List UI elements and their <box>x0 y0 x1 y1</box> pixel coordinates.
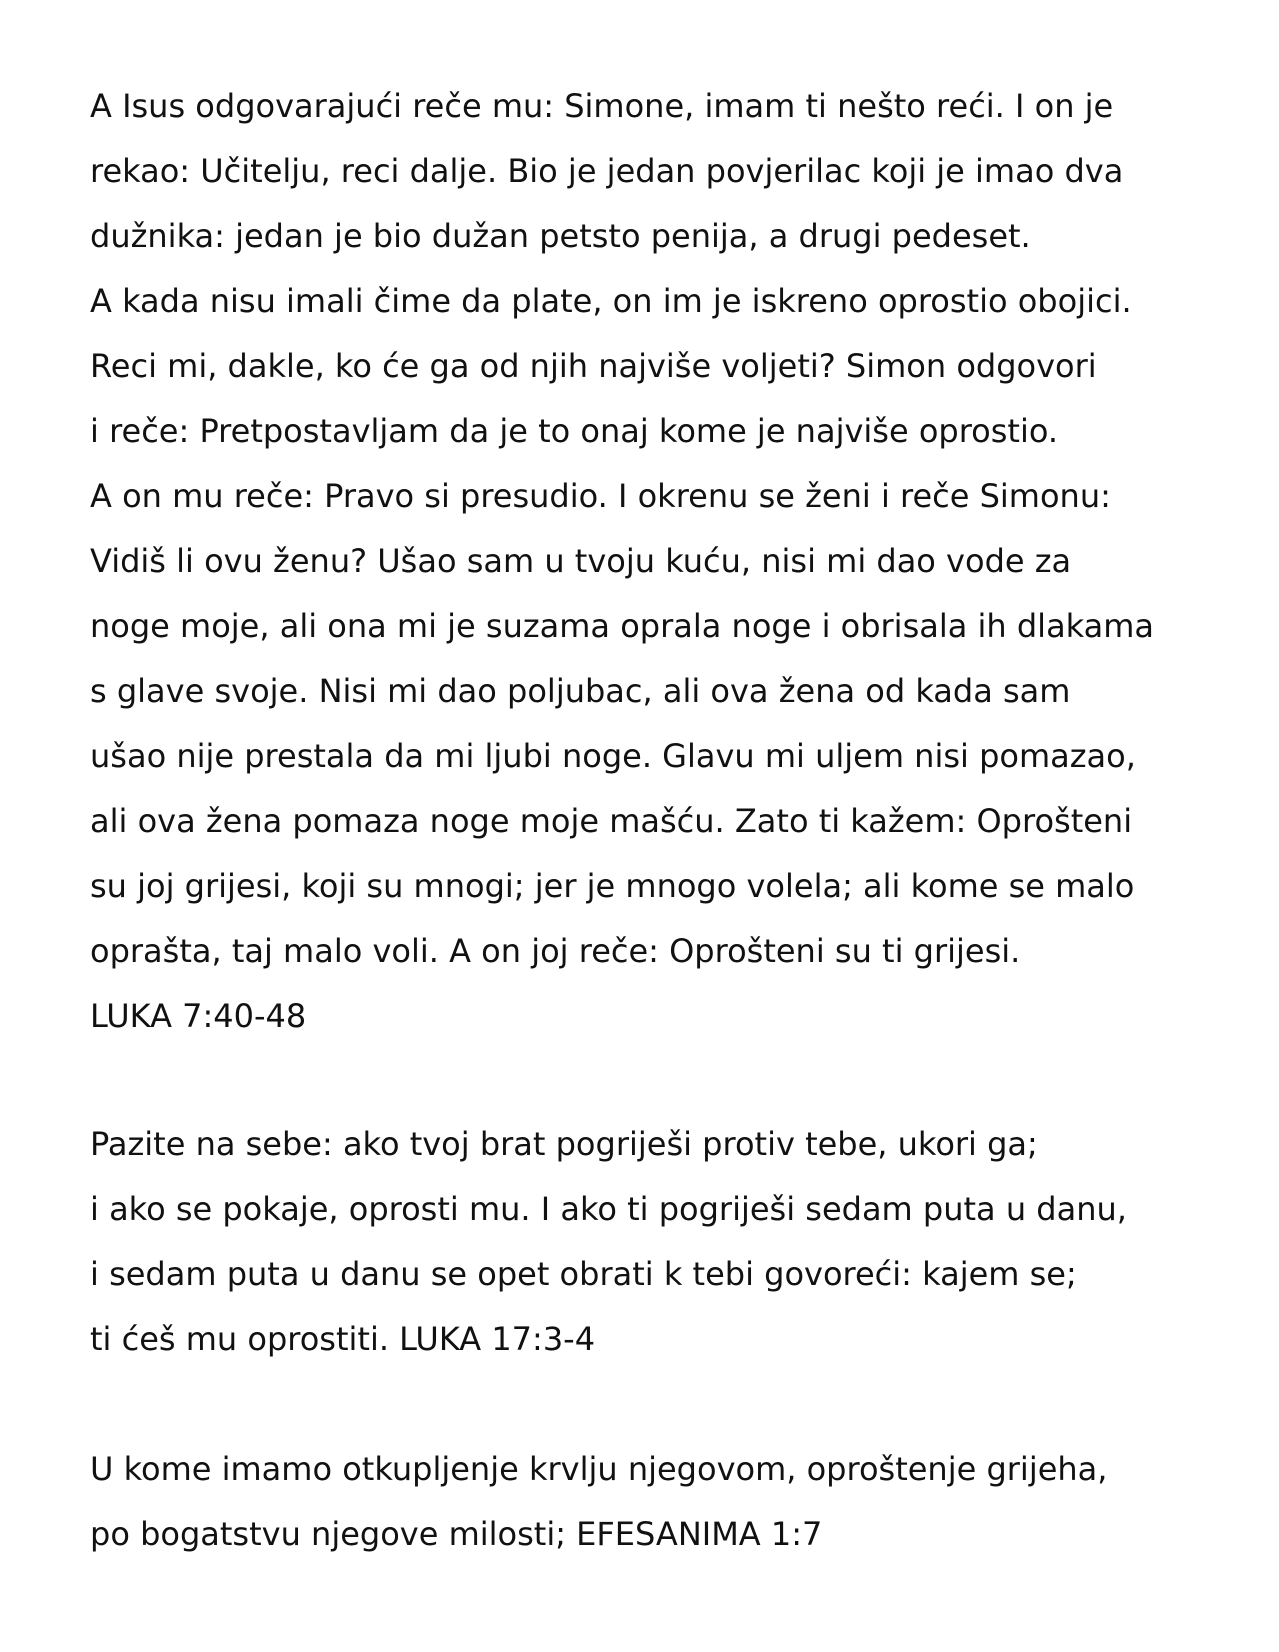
text-line: Reci mi, dakle, ko će ga od njih najviše voljeti? Simon odgovori <box>90 347 1097 385</box>
text-line: oprašta, taj malo voli. A on joj reče: Oprošteni su ti grijesi. <box>90 932 1021 970</box>
text-line: ti ćeš mu oprostiti. LUKA 17:3-4 <box>90 1320 596 1358</box>
text-line: i ako se pokaje, oprosti mu. I ako ti pogriješi sedam puta u danu, <box>90 1190 1127 1228</box>
text-line: A Isus odgovarajući reče mu: Simone, imam ti nešto reći. I on je <box>90 87 1114 125</box>
text-line: ušao nije prestala da mi ljubi noge. Glavu mi uljem nisi pomazao, <box>90 737 1136 775</box>
text-line: Vidiš li ovu ženu? Ušao sam u tvoju kuću, nisi mi dao vode za <box>90 542 1072 580</box>
text-line: su joj grijesi, koji su mnogi; jer je mnogo volela; ali kome se malo <box>90 867 1135 905</box>
text-line: Pazite na sebe: ako tvoj brat pogriješi protiv tebe, ukori ga; <box>90 1125 1038 1163</box>
passage-luka-7-40-48 <box>90 74 1250 1049</box>
text-line: ali ova žena pomaza noge moje mašću. Zato ti kažem: Oprošteni <box>90 802 1133 840</box>
text-line: rekao: Učitelju, reci dalje. Bio je jedan povjerilac koji je imao dva <box>90 152 1124 190</box>
text-line: A on mu reče: Pravo si presudio. I okrenu se ženi i reče Simonu: <box>90 477 1111 515</box>
verse-reference: LUKA 7:40-48 <box>90 997 307 1035</box>
text-line: po bogatstvu njegove milosti; EFESANIMA 1:7 <box>90 1515 823 1553</box>
text-line: U kome imamo otkupljenje krvlju njegovom, oproštenje grijeha, <box>90 1450 1108 1488</box>
text-line: A kada nisu imali čime da plate, on im je iskreno oprostio obojici. <box>90 282 1132 320</box>
text-line: i reče: Pretpostavljam da je to onaj kome je najviše oprostio. <box>90 412 1059 450</box>
text-line: i sedam puta u danu se opet obrati k tebi govoreći: kajem se; <box>90 1255 1077 1293</box>
text-line: noge moje, ali ona mi je suzama oprala noge i obrisala ih dlakama <box>90 607 1155 645</box>
text-line: dužnika: jedan je bio dužan petsto penija, a drugi pedeset. <box>90 217 1031 255</box>
passage-efesanima-1-7 <box>90 1437 1250 1567</box>
text-line: s glave svoje. Nisi mi dao poljubac, ali ova žena od kada sam <box>90 672 1071 710</box>
passage-luka-17-3-4 <box>90 1112 1250 1372</box>
